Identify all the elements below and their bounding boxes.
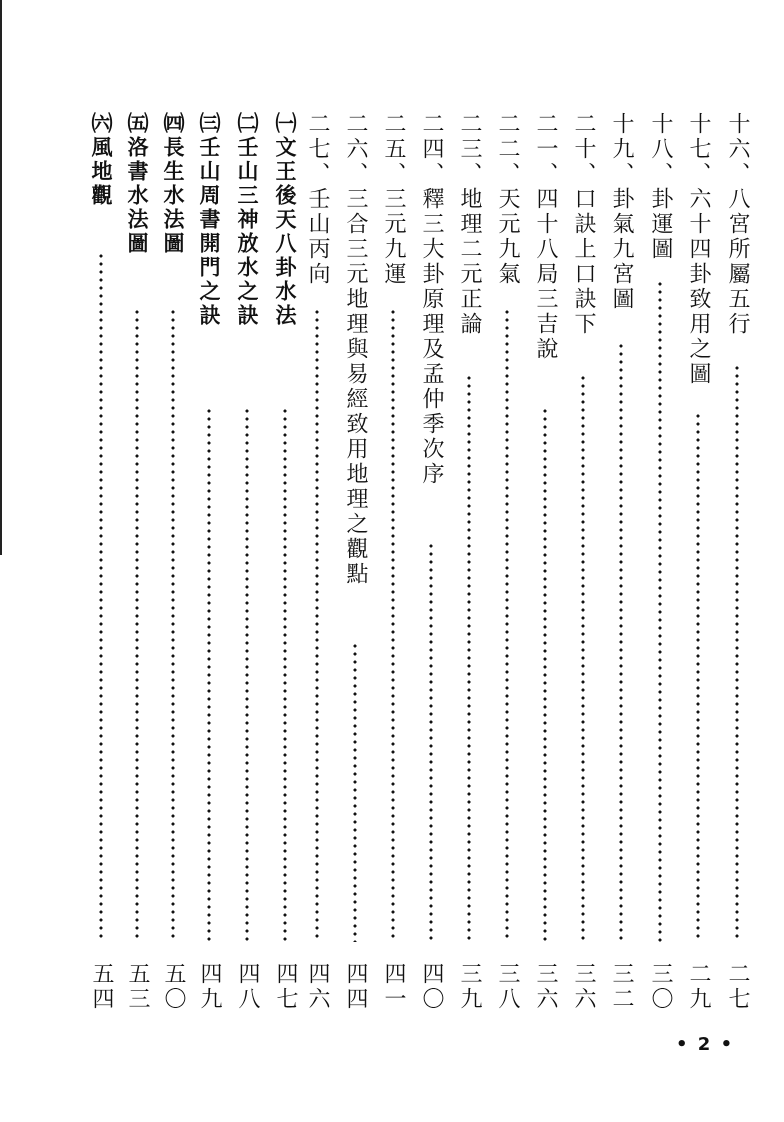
dot-leader bbox=[245, 407, 249, 942]
toc-entry-title: 十七、六十四卦致用之圖 bbox=[686, 112, 711, 387]
dot-leader bbox=[735, 364, 739, 942]
toc-entry-page: 三八 bbox=[495, 962, 520, 1012]
toc-entry-title: ㈥風地觀 bbox=[89, 112, 113, 208]
dot-leader bbox=[353, 642, 357, 942]
toc-entry-title: ㈤洛書水法圖 bbox=[125, 112, 149, 256]
toc-entry-title: 二一、四十八局三吉說 bbox=[533, 112, 558, 362]
toc-entry-title: 二三、地理二元正論 bbox=[457, 112, 482, 337]
toc-entry bbox=[416, 112, 446, 1012]
dot-leader bbox=[505, 308, 509, 942]
toc-subentry bbox=[232, 112, 262, 1012]
toc-entry-page: 五〇 bbox=[161, 962, 186, 1012]
toc-entry-title: ㈡壬山三神放水之訣 bbox=[235, 112, 259, 328]
toc-entry-page: 三六 bbox=[571, 962, 596, 1012]
dot-leader bbox=[315, 308, 319, 942]
dot-leader bbox=[391, 308, 395, 942]
dot-leader bbox=[696, 412, 700, 942]
toc-entry-page: 三〇 bbox=[648, 962, 673, 1012]
toc-entry-page: 四六 bbox=[305, 962, 330, 1012]
toc-entry-title: 二四、釋三大卦原理及孟仲季次序 bbox=[419, 112, 444, 487]
toc-subentry bbox=[158, 112, 188, 1012]
dot-leader bbox=[581, 374, 585, 942]
toc-entry-title: ㈠文王後天八卦水法 bbox=[273, 112, 297, 328]
toc-entry bbox=[722, 112, 752, 1012]
toc-entry-title: ㈣長生水法圖 bbox=[161, 112, 185, 256]
toc-entry bbox=[378, 112, 408, 1012]
toc-entry-title: 十九、卦氣九宮圖 bbox=[609, 112, 634, 312]
dot-leader bbox=[429, 542, 433, 942]
toc-entry bbox=[492, 112, 522, 1012]
dot-leader bbox=[171, 308, 175, 942]
toc-entry-page: 四一 bbox=[381, 962, 406, 1012]
toc-entry-page: 五四 bbox=[89, 962, 114, 1012]
dot-leader bbox=[467, 374, 471, 942]
dot-leader bbox=[543, 407, 547, 942]
toc-entry-title: 二十、口訣上口訣下 bbox=[571, 112, 596, 337]
toc-entry bbox=[606, 112, 636, 1012]
toc-entry-title: ㈢壬山周書開門之訣 bbox=[197, 112, 221, 328]
toc-entry-page: 二七 bbox=[725, 962, 750, 1012]
toc-entry-page: 三六 bbox=[533, 962, 558, 1012]
table-of-contents bbox=[0, 112, 784, 1012]
toc-entry-page: 三二 bbox=[609, 962, 634, 1012]
dot-leader bbox=[619, 342, 623, 942]
toc-subentry bbox=[122, 112, 152, 1012]
toc-entry-page: 二九 bbox=[686, 962, 711, 1012]
toc-entry-page: 五三 bbox=[125, 962, 150, 1012]
dot-leader bbox=[99, 252, 103, 942]
toc-entry bbox=[645, 112, 675, 1012]
toc-entry-page: 四八 bbox=[235, 962, 260, 1012]
toc-subentry bbox=[270, 112, 300, 1012]
toc-entry-title: 十八、卦運圖 bbox=[648, 112, 673, 262]
dot-leader bbox=[207, 407, 211, 942]
toc-entry-title: 二五、三元九運 bbox=[381, 112, 406, 287]
toc-entry bbox=[530, 112, 560, 1012]
toc-entry-title: 二二、天元九氣 bbox=[495, 112, 520, 287]
toc-entry-page: 四〇 bbox=[419, 962, 444, 1012]
toc-entry-title: 二六、三合三元地理與易經致用地理之觀點 bbox=[343, 112, 368, 587]
toc-subentry bbox=[194, 112, 224, 1012]
toc-entry-page: 四四 bbox=[343, 962, 368, 1012]
toc-subentry bbox=[86, 112, 116, 1012]
dot-leader bbox=[283, 407, 287, 942]
toc-entry-page: 四九 bbox=[197, 962, 222, 1012]
toc-entry bbox=[568, 112, 598, 1012]
dot-leader bbox=[135, 308, 139, 942]
toc-entry-title: 二七、壬山丙向 bbox=[305, 112, 330, 287]
toc-entry-page: 三九 bbox=[457, 962, 482, 1012]
toc-entry bbox=[454, 112, 484, 1012]
toc-entry bbox=[302, 112, 332, 1012]
page-number: • 2 • bbox=[676, 1034, 735, 1055]
toc-entry-page: 四七 bbox=[273, 962, 298, 1012]
toc-entry bbox=[340, 112, 370, 1012]
toc-entry bbox=[683, 112, 713, 1012]
dot-leader bbox=[658, 280, 662, 942]
toc-entry-title: 十六、八宮所屬五行 bbox=[725, 112, 750, 337]
